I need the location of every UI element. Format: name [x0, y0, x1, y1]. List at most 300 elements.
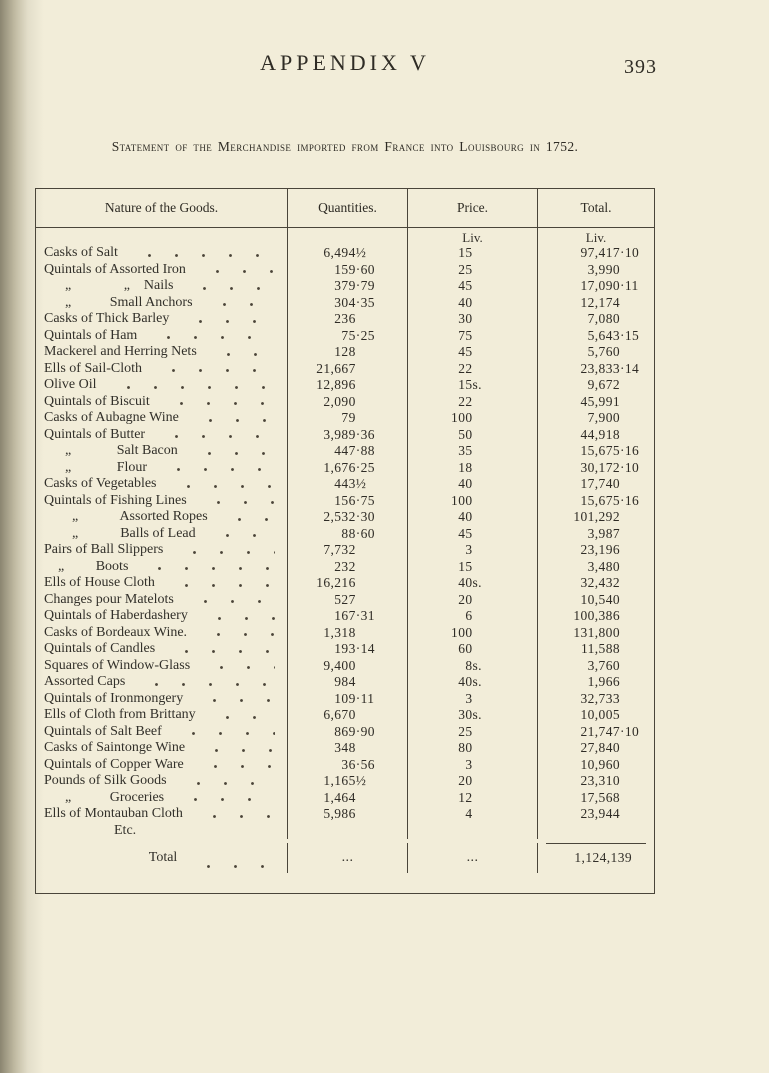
total-int: 15,675 — [580, 443, 620, 458]
quantity-frac — [356, 575, 399, 592]
dot-leader — [157, 432, 275, 439]
total-frac — [620, 757, 646, 774]
total-int: 1,966 — [587, 674, 620, 689]
goods-cell — [36, 773, 288, 790]
price-cell — [408, 361, 538, 378]
dot-leader — [197, 746, 275, 753]
dot-leader — [196, 762, 275, 769]
price-suffix — [473, 790, 530, 807]
quantity-cell — [288, 278, 408, 295]
price-int: 3 — [465, 542, 473, 557]
price-suffix — [473, 262, 530, 279]
price-suffix — [473, 427, 530, 444]
price-cell — [408, 443, 538, 460]
table-row — [36, 410, 654, 427]
total-frac — [620, 410, 646, 427]
price-suffix — [473, 344, 530, 361]
total-cell — [538, 344, 654, 361]
dot-leader — [199, 498, 275, 505]
total-cell — [538, 311, 654, 328]
price-suffix — [473, 625, 530, 642]
total-int: 32,432 — [580, 575, 620, 590]
total-int: 23,196 — [580, 542, 620, 557]
dot-leader — [130, 251, 275, 258]
price-suffix — [473, 691, 530, 708]
quantity-int: 304 — [334, 294, 356, 310]
quantity-int: 447 — [334, 443, 356, 458]
goods-name: „ Boots — [44, 558, 129, 574]
column-header-goods: Nature of the Goods. — [36, 189, 288, 228]
total-int: 10,540 — [580, 591, 620, 607]
total-frac — [620, 542, 646, 559]
quantity-frac — [356, 361, 399, 378]
total-frac — [620, 740, 646, 757]
quantity-cell — [288, 691, 408, 708]
total-int: 5,643 — [587, 327, 620, 343]
quantity-cell — [288, 509, 408, 526]
quantity-int — [296, 823, 356, 840]
dot-leader — [200, 614, 275, 621]
price-cell — [408, 377, 538, 394]
quantity-int: 232 — [334, 558, 356, 574]
goods-cell — [36, 262, 288, 279]
price-suffix — [473, 559, 530, 576]
table-caption: Statement of the Merchandise imported from France into Louisbourg in 1752. — [111, 139, 579, 154]
dot-leader — [208, 713, 275, 720]
table-row — [36, 344, 654, 361]
price-cell — [408, 311, 538, 328]
price-int: 40 — [458, 674, 473, 689]
grand-total-frac — [632, 850, 646, 866]
total-price-cell: ... — [408, 843, 538, 873]
price-int: 20 — [458, 591, 473, 607]
goods-name: Etc. — [44, 822, 137, 838]
price-int: 6 — [465, 608, 473, 623]
quantity-cell — [288, 476, 408, 493]
total-int: 3,987 — [587, 525, 620, 541]
price-cell — [408, 493, 538, 510]
quantity-cell — [288, 773, 408, 790]
quantity-int: 2,532 — [323, 509, 356, 524]
price-int: 45 — [458, 278, 473, 293]
quantity-frac — [356, 740, 399, 757]
table-row — [36, 542, 654, 559]
quantity-frac — [356, 823, 399, 840]
total-frac: ·10 — [620, 723, 640, 739]
dot-leader — [202, 663, 275, 670]
total-int: 45,991 — [580, 393, 620, 409]
quantity-cell — [288, 311, 408, 328]
quantity-cell — [288, 542, 408, 559]
quantity-cell — [288, 526, 408, 543]
quantity-frac: ·30 — [355, 509, 375, 524]
dot-leader — [208, 531, 275, 538]
table-row — [36, 806, 654, 823]
total-frac — [620, 674, 646, 691]
goods-name: Changes pour Matelots — [44, 591, 174, 607]
dot-leader — [176, 795, 275, 802]
quantity-int: 3,989 — [323, 426, 356, 442]
quantity-cell — [288, 724, 408, 741]
goods-cell — [36, 641, 288, 658]
empty-cell — [36, 228, 288, 245]
price-suffix — [473, 410, 530, 427]
table-row — [36, 526, 654, 543]
quantity-frac: ½ — [355, 476, 367, 491]
dot-leader — [162, 399, 275, 406]
table-row — [36, 691, 654, 708]
quantity-frac: ½ — [355, 245, 367, 260]
table-body — [36, 245, 654, 839]
goods-cell — [36, 328, 288, 345]
price-int: 15 — [458, 377, 473, 392]
quantity-frac — [356, 592, 399, 609]
total-int: 23,944 — [580, 806, 620, 821]
total-frac — [620, 823, 646, 840]
price-cell — [408, 608, 538, 625]
total-cell — [538, 806, 654, 823]
goods-cell — [36, 394, 288, 411]
price-int: 3 — [465, 690, 473, 706]
quantity-cell — [288, 245, 408, 262]
total-label: Total — [44, 850, 178, 865]
goods-cell — [36, 806, 288, 823]
dot-leader — [174, 729, 275, 736]
total-int: 5,760 — [587, 344, 620, 359]
price-cell — [408, 542, 538, 559]
dot-leader — [209, 350, 275, 357]
price-int: 15 — [458, 245, 473, 260]
goods-cell — [36, 344, 288, 361]
quantity-cell — [288, 262, 408, 279]
dot-leader — [140, 564, 275, 571]
dot-leader — [191, 416, 275, 423]
price-suffix — [473, 757, 530, 774]
price-int: 25 — [458, 723, 473, 739]
quantity-int: 1,318 — [323, 624, 356, 640]
quantity-cell — [288, 427, 408, 444]
table-row — [36, 674, 654, 691]
quantity-cell — [288, 443, 408, 460]
total-frac — [620, 658, 646, 675]
total-int: 23,833 — [580, 360, 620, 376]
table-row — [36, 658, 654, 675]
total-frac — [620, 476, 646, 493]
total-cell — [538, 757, 654, 774]
quantity-int: 1,676 — [323, 459, 356, 475]
goods-name: Casks of Thick Barley — [44, 311, 170, 326]
table-row — [36, 262, 654, 279]
price-cell — [408, 262, 538, 279]
total-int: 32,733 — [580, 690, 620, 706]
goods-cell — [36, 790, 288, 807]
table-row — [36, 361, 654, 378]
price-suffix — [473, 443, 530, 460]
price-suffix — [473, 476, 530, 493]
quantity-int: 128 — [334, 344, 356, 359]
price-cell — [408, 691, 538, 708]
page-title: APPENDIX V — [260, 50, 430, 75]
price-int: 100 — [451, 410, 473, 425]
goods-name: Ells of Cloth from Brittany — [44, 707, 196, 722]
quantity-cell — [288, 295, 408, 312]
goods-cell — [36, 740, 288, 757]
price-cell — [408, 724, 538, 741]
price-suffix — [473, 592, 530, 609]
total-frac — [620, 394, 646, 411]
total-cell — [538, 410, 654, 427]
price-suffix — [473, 509, 530, 526]
quantity-frac: ·36 — [355, 426, 375, 442]
price-int: 75 — [458, 327, 473, 343]
quantity-int: 443 — [334, 476, 356, 491]
table-bottom-padding — [36, 873, 654, 893]
price-suffix: s. — [472, 657, 482, 673]
goods-name: Mackerel and Herring Nets — [44, 344, 197, 359]
goods-name: Pairs of Ball Slippers — [44, 542, 164, 557]
total-cell — [538, 361, 654, 378]
price-int: 40 — [458, 509, 473, 524]
goods-name: Assorted Caps — [44, 674, 126, 689]
quantity-cell — [288, 344, 408, 361]
dot-leader — [199, 630, 275, 637]
total-frac: ·16 — [620, 492, 640, 508]
price-suffix — [473, 823, 530, 840]
goods-cell — [36, 377, 288, 394]
total-int: 100,386 — [573, 608, 620, 623]
goods-cell — [36, 559, 288, 576]
total-cell — [538, 493, 654, 510]
dot-leader — [167, 647, 275, 654]
price-int: 45 — [458, 344, 473, 359]
total-cell — [538, 509, 654, 526]
goods-cell — [36, 724, 288, 741]
quantity-int: 6,670 — [323, 707, 356, 722]
table-row — [36, 394, 654, 411]
dot-leader — [195, 696, 275, 703]
goods-cell — [36, 575, 288, 592]
total-cell — [538, 674, 654, 691]
quantity-int: 88 — [341, 525, 356, 541]
price-suffix — [473, 773, 530, 790]
column-header-quantities: Quantities. — [288, 189, 408, 228]
quantity-cell — [288, 641, 408, 658]
goods-name: Casks of Salt — [44, 245, 118, 260]
quantity-frac — [356, 658, 399, 675]
table-row — [36, 245, 654, 262]
goods-cell — [36, 691, 288, 708]
quantity-cell — [288, 790, 408, 807]
goods-name: Casks of Bordeaux Wine. — [44, 624, 188, 640]
quantity-frac — [356, 707, 399, 724]
quantity-int: 984 — [334, 674, 356, 689]
goods-cell — [36, 707, 288, 724]
grand-total-cell — [538, 843, 654, 873]
page-number: 393 — [624, 56, 657, 78]
total-quantities-cell: ... — [288, 843, 408, 873]
total-frac: ·15 — [620, 327, 640, 343]
goods-name: Ells of Montauban Cloth — [44, 806, 183, 821]
quantity-int: 1,464 — [323, 789, 356, 805]
currency-unit-row — [36, 228, 654, 245]
quantity-frac — [356, 625, 399, 642]
table-row — [36, 559, 654, 576]
total-int: 7,080 — [587, 311, 620, 326]
total-frac — [620, 559, 646, 576]
price-suffix — [473, 806, 530, 823]
goods-name: „ Small Anchors — [44, 294, 193, 310]
table-row — [36, 295, 654, 312]
goods-name: Ells of House Cloth — [44, 575, 155, 590]
total-cell — [538, 427, 654, 444]
table-row — [36, 641, 654, 658]
price-suffix — [473, 394, 530, 411]
quantity-int: 159 — [334, 261, 356, 277]
quantity-frac: ·11 — [355, 690, 375, 706]
quantity-int: 167 — [334, 608, 356, 623]
total-frac — [620, 575, 646, 592]
table-row — [36, 377, 654, 394]
total-int: 3,760 — [587, 657, 620, 673]
quantity-int: 16,216 — [316, 575, 356, 590]
quantity-cell — [288, 823, 408, 840]
quantity-cell — [288, 394, 408, 411]
table-row — [36, 740, 654, 757]
goods-name: Quintals of Copper Ware — [44, 756, 184, 772]
table-row — [36, 575, 654, 592]
total-cell — [538, 526, 654, 543]
goods-name: Pounds of Silk Goods — [44, 773, 167, 788]
table-total-row — [36, 839, 654, 873]
goods-cell — [36, 823, 288, 840]
table-row — [36, 427, 654, 444]
total-cell — [538, 608, 654, 625]
table-row — [36, 757, 654, 774]
quantity-cell — [288, 757, 408, 774]
price-cell — [408, 740, 538, 757]
total-frac — [620, 608, 646, 625]
goods-cell — [36, 311, 288, 328]
price-cell — [408, 674, 538, 691]
dot-leader — [186, 597, 275, 604]
price-int: 8 — [465, 657, 473, 673]
total-cell — [538, 245, 654, 262]
goods-name: Quintals of Assorted Iron — [44, 261, 186, 277]
price-int: 3 — [465, 756, 473, 772]
price-suffix — [473, 361, 530, 378]
table-row — [36, 724, 654, 741]
table-row — [36, 311, 654, 328]
price-cell — [408, 658, 538, 675]
dot-leader — [190, 449, 275, 456]
price-int: 22 — [458, 360, 473, 376]
dot-leader — [149, 333, 275, 340]
goods-name: Quintals of Butter — [44, 426, 146, 442]
total-frac — [620, 707, 646, 724]
goods-cell — [36, 509, 288, 526]
quantity-cell — [288, 377, 408, 394]
price-suffix — [473, 542, 530, 559]
price-suffix: s. — [472, 575, 482, 590]
price-cell — [408, 625, 538, 642]
price-int: 15 — [458, 558, 473, 574]
quantity-int: 9,400 — [323, 657, 356, 673]
price-cell — [408, 773, 538, 790]
quantity-int: 12,896 — [316, 377, 356, 392]
quantity-cell — [288, 559, 408, 576]
quantity-frac — [356, 790, 399, 807]
quantity-frac — [356, 674, 399, 691]
goods-cell — [36, 443, 288, 460]
goods-cell — [36, 542, 288, 559]
quantity-cell — [288, 460, 408, 477]
price-int: 80 — [458, 740, 473, 755]
price-cell — [408, 394, 538, 411]
price-suffix — [473, 278, 530, 295]
total-cell — [538, 443, 654, 460]
quantity-cell — [288, 625, 408, 642]
price-cell — [408, 427, 538, 444]
quantity-frac: ·31 — [355, 608, 375, 623]
price-suffix — [473, 460, 530, 477]
price-int: 35 — [458, 443, 473, 458]
total-frac — [620, 311, 646, 328]
quantity-frac — [356, 542, 399, 559]
quantity-frac — [356, 559, 399, 576]
goods-name: Casks of Aubagne Wine — [44, 410, 179, 425]
quantity-frac — [356, 410, 399, 427]
total-frac — [620, 773, 646, 790]
table-row — [36, 790, 654, 807]
dot-leader — [198, 267, 275, 274]
price-suffix — [473, 641, 530, 658]
quantity-int: 379 — [334, 278, 356, 293]
total-int: 3,990 — [587, 261, 620, 277]
quantity-frac: ·14 — [355, 641, 375, 656]
price-suffix — [473, 311, 530, 328]
quantity-frac — [356, 377, 399, 394]
quantity-cell — [288, 608, 408, 625]
goods-name: Quintals of Haberdashery — [44, 608, 188, 623]
quantity-frac: ·90 — [355, 723, 375, 739]
price-int: 4 — [465, 806, 473, 821]
total-frac — [620, 641, 646, 658]
total-cell — [538, 823, 654, 840]
total-frac: ·10 — [620, 459, 640, 475]
goods-name: Quintals of Ham — [44, 327, 138, 343]
total-int: 44,918 — [580, 426, 620, 442]
price-cell — [408, 476, 538, 493]
total-int: 97,417 — [580, 245, 620, 260]
price-int: 100 — [451, 492, 473, 508]
goods-cell — [36, 476, 288, 493]
goods-name: „ „ Nails — [44, 278, 174, 293]
total-int: 17,090 — [580, 278, 620, 293]
quantity-cell — [288, 575, 408, 592]
quantity-int: 6,494 — [323, 245, 356, 260]
dot-leader — [169, 482, 276, 489]
total-cell — [538, 278, 654, 295]
total-frac — [620, 509, 646, 526]
total-frac — [620, 344, 646, 361]
total-int: 23,310 — [580, 773, 620, 788]
total-cell — [538, 394, 654, 411]
total-cell — [538, 625, 654, 642]
total-int: 17,568 — [580, 789, 620, 805]
price-cell — [408, 707, 538, 724]
goods-name: „ Flour — [44, 459, 148, 475]
price-int: 12 — [458, 789, 473, 805]
